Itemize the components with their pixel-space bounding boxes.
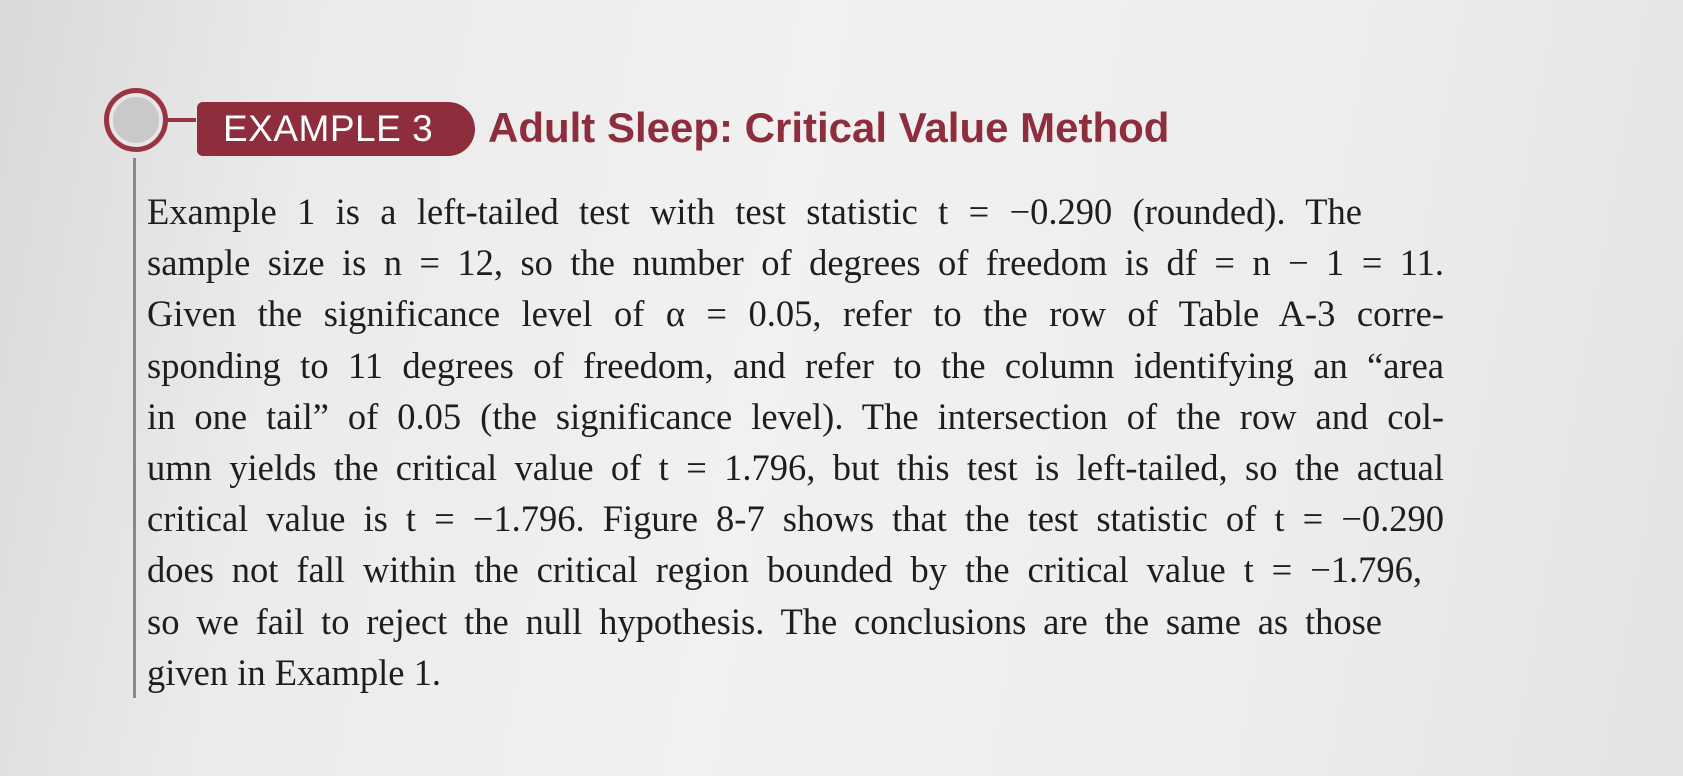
body-line: umn yields the critical value of t = 1.796, but this test is left-tailed, so the actual [147, 447, 1444, 489]
left-margin-rule [133, 158, 136, 698]
example-body [147, 186, 1567, 698]
example-badge: EXAMPLE 3 [197, 102, 475, 156]
body-line: critical value is t = −1.796. Figure 8-7 shows that the test statistic of t = −0.290 [147, 498, 1444, 540]
body-line: in one tail” of 0.05 (the significance level). The intersection of the row and col- [147, 395, 1444, 437]
example-connector [166, 118, 196, 122]
body-line: sponding to 11 degrees of freedom, and refer to the column identifying an “area [147, 344, 1444, 386]
example-circle-icon [104, 88, 168, 152]
body-line: Example 1 is a left-tailed test with test statistic t = −0.290 (rounded). The [147, 191, 1362, 232]
body-line: sample size is n = 12, so the number of degrees of freedom is df = n − 1 = 11. [147, 242, 1444, 284]
body-line: Given the significance level of α = 0.05, refer to the row of Table A-3 corre- [147, 293, 1444, 335]
example-title: Adult Sleep: Critical Value Method [488, 104, 1170, 151]
body-line: so we fail to reject the null hypothesis. The conclusions are the same as those [147, 600, 1382, 642]
body-line: does not fall within the critical region bounded by the critical value t = −1.796, [147, 549, 1422, 591]
body-line: given in Example 1. [147, 651, 441, 693]
